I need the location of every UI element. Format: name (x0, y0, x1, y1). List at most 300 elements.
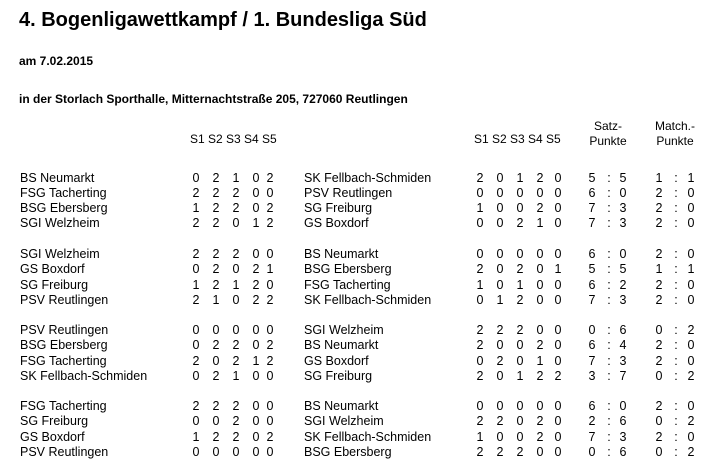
match-points-a: 1 (655, 171, 663, 185)
satz-separator: : (607, 201, 611, 215)
set-score-b: 0 (516, 186, 524, 200)
satz-points-b: 0 (619, 186, 627, 200)
team-a: FSG Tacherting (20, 399, 107, 413)
team-b: BS Neumarkt (304, 247, 379, 261)
match-points-b: 0 (687, 247, 695, 261)
match-separator: : (674, 323, 678, 337)
match-points-a: 2 (655, 186, 663, 200)
team-b: FSG Tacherting (304, 278, 391, 292)
set-score-b: 2 (516, 216, 524, 230)
set-score-a: 0 (252, 171, 260, 185)
set-score-b: 0 (554, 293, 562, 307)
match-header-line1: Match.- (654, 119, 695, 133)
match-separator: : (674, 171, 678, 185)
set-score-b: 1 (476, 430, 484, 444)
set-score-a: 2 (266, 171, 274, 185)
set-score-a: 0 (232, 293, 240, 307)
team-a: SGI Welzheim (20, 247, 100, 261)
match-points-a: 2 (655, 338, 663, 352)
satz-points-b: 3 (619, 430, 627, 444)
match-points-b: 0 (687, 338, 695, 352)
set-score-a: 2 (252, 262, 260, 276)
set-score-a: 0 (192, 445, 200, 459)
page-title: 4. Bogenligawettkampf / 1. Bundesliga Süd (19, 9, 427, 31)
set-score-a: 0 (252, 338, 260, 352)
match-row (0, 413, 718, 429)
set-score-a: 0 (266, 278, 274, 292)
set-score-a: 2 (192, 399, 200, 413)
team-b: SG Freiburg (304, 201, 373, 215)
set-score-b: 0 (536, 278, 544, 292)
satz-points-a: 6 (588, 338, 596, 352)
set-score-a: 0 (192, 323, 200, 337)
match-points-b: 1 (687, 171, 695, 185)
set-score-a: 2 (266, 430, 274, 444)
set-score-a: 1 (232, 369, 240, 383)
match-separator: : (674, 414, 678, 428)
satz-separator: : (607, 430, 611, 444)
satz-points-b: 6 (619, 414, 627, 428)
set-score-a: 0 (252, 369, 260, 383)
satz-points-b: 4 (619, 338, 627, 352)
match-separator: : (674, 354, 678, 368)
set-score-b: 0 (554, 247, 562, 261)
match-points-a: 0 (655, 414, 663, 428)
set-score-a: 2 (232, 399, 240, 413)
set-score-b: 0 (554, 399, 562, 413)
set-score-a: 0 (212, 323, 220, 337)
team-a: GS Boxdorf (20, 430, 85, 444)
team-b: SGI Welzheim (304, 414, 384, 428)
set-score-a: 0 (232, 216, 240, 230)
team-b: BSG Ebersberg (304, 262, 392, 276)
match-separator: : (674, 445, 678, 459)
satz-points-b: 6 (619, 445, 627, 459)
match-points-a: 2 (655, 293, 663, 307)
match-points-b: 0 (687, 430, 695, 444)
match-separator: : (674, 201, 678, 215)
satz-points-a: 3 (588, 369, 596, 383)
team-a: PSV Reutlingen (20, 323, 109, 337)
set-score-a: 2 (266, 293, 274, 307)
set-score-b: 0 (496, 338, 504, 352)
set-score-a: 0 (192, 171, 200, 185)
match-points-b: 0 (687, 354, 695, 368)
match-points-a: 2 (655, 354, 663, 368)
set-score-b: 0 (476, 186, 484, 200)
set-score-b: 0 (554, 216, 562, 230)
set-score-a: 0 (252, 414, 260, 428)
satz-separator: : (607, 247, 611, 261)
set-score-a: 0 (266, 247, 274, 261)
match-separator: : (674, 278, 678, 292)
set-score-b: 0 (496, 278, 504, 292)
set-score-b: 2 (476, 171, 484, 185)
set-score-a: 1 (252, 216, 260, 230)
match-points-a: 2 (655, 201, 663, 215)
set-score-a: 2 (212, 201, 220, 215)
set-score-a: 0 (252, 399, 260, 413)
match-row (0, 368, 718, 384)
set-score-a: 0 (266, 323, 274, 337)
set-score-a: 2 (232, 201, 240, 215)
satz-points-a: 6 (588, 399, 596, 413)
match-separator: : (674, 430, 678, 444)
set-score-b: 0 (516, 201, 524, 215)
satz-points-b: 6 (619, 323, 627, 337)
set-score-a: 2 (212, 430, 220, 444)
team-b: PSV Reutlingen (304, 186, 393, 200)
set-score-b: 0 (496, 399, 504, 413)
set-score-b: 0 (536, 247, 544, 261)
set-score-a: 0 (212, 354, 220, 368)
team-b: BS Neumarkt (304, 338, 379, 352)
match-row (0, 170, 718, 186)
set-score-a: 1 (266, 262, 274, 276)
team-a: FSG Tacherting (20, 354, 107, 368)
match-separator: : (674, 216, 678, 230)
satz-points-a: 6 (588, 186, 596, 200)
set-score-a: 0 (266, 369, 274, 383)
set-score-b: 0 (496, 262, 504, 276)
satz-separator: : (607, 323, 611, 337)
set-score-b: 0 (496, 369, 504, 383)
satz-separator: : (607, 171, 611, 185)
satz-points-a: 0 (588, 445, 596, 459)
match-points-b: 0 (687, 293, 695, 307)
set-score-a: 2 (232, 186, 240, 200)
set-score-b: 0 (554, 186, 562, 200)
match-separator: : (674, 247, 678, 261)
team-a: BSG Ebersberg (20, 338, 108, 352)
team-a: GS Boxdorf (20, 262, 85, 276)
team-b: GS Boxdorf (304, 216, 369, 230)
match-points-a: 0 (655, 323, 663, 337)
match-points-b: 2 (687, 414, 695, 428)
satz-separator: : (607, 338, 611, 352)
set-score-a: 2 (252, 293, 260, 307)
set-score-a: 0 (192, 414, 200, 428)
match-points-b: 0 (687, 399, 695, 413)
set-score-b: 1 (536, 354, 544, 368)
set-score-b: 1 (516, 369, 524, 383)
set-score-b: 1 (476, 278, 484, 292)
match-row (0, 353, 718, 369)
satz-points-a: 7 (588, 216, 596, 230)
set-score-b: 0 (554, 430, 562, 444)
set-score-b: 0 (536, 399, 544, 413)
set-score-a: 0 (232, 323, 240, 337)
match-points-b: 0 (687, 201, 695, 215)
set-score-a: 2 (212, 399, 220, 413)
set-score-b: 2 (476, 445, 484, 459)
set-score-b: 1 (516, 171, 524, 185)
set-score-a: 0 (232, 445, 240, 459)
satz-points-b: 0 (619, 399, 627, 413)
set-score-b: 0 (476, 354, 484, 368)
set-score-a: 2 (212, 338, 220, 352)
set-score-b: 0 (496, 216, 504, 230)
set-score-b: 2 (476, 414, 484, 428)
team-b: SK Fellbach-Schmiden (304, 293, 432, 307)
match-points-b: 0 (687, 186, 695, 200)
team-a: PSV Reutlingen (20, 293, 109, 307)
set-score-b: 2 (476, 369, 484, 383)
set-score-b: 0 (516, 247, 524, 261)
set-score-b: 0 (516, 414, 524, 428)
set-score-b: 2 (516, 445, 524, 459)
set-score-a: 1 (232, 171, 240, 185)
set-score-a: 2 (212, 186, 220, 200)
set-score-b: 0 (476, 216, 484, 230)
set-score-b: 1 (496, 293, 504, 307)
set-score-b: 2 (516, 262, 524, 276)
team-a: SK Fellbach-Schmiden (20, 369, 148, 383)
set-score-a: 0 (212, 414, 220, 428)
set-score-a: 0 (252, 186, 260, 200)
venue-line: in der Storlach Sporthalle, Mitternachtstraße 205, 727060 Reutlingen (19, 92, 408, 106)
set-score-a: 2 (212, 278, 220, 292)
team-a: PSV Reutlingen (20, 445, 109, 459)
team-b: GS Boxdorf (304, 354, 369, 368)
set-score-b: 0 (516, 338, 524, 352)
set-score-b: 0 (496, 186, 504, 200)
set-score-b: 2 (536, 430, 544, 444)
set-score-a: 1 (192, 201, 200, 215)
match-points-a: 0 (655, 445, 663, 459)
set-score-a: 0 (252, 445, 260, 459)
set-score-a: 2 (212, 171, 220, 185)
match-points-a: 2 (655, 399, 663, 413)
satz-separator: : (607, 369, 611, 383)
date-line: am 7.02.2015 (19, 54, 94, 68)
match-points-a: 2 (655, 216, 663, 230)
match-row (0, 185, 718, 201)
satz-points-a: 0 (588, 323, 596, 337)
match-row (0, 261, 718, 277)
set-score-b: 1 (554, 262, 562, 276)
set-score-a: 0 (192, 369, 200, 383)
match-separator: : (674, 293, 678, 307)
set-score-b: 2 (516, 293, 524, 307)
set-score-b: 2 (536, 369, 544, 383)
satz-points-b: 2 (619, 278, 627, 292)
set-score-a: 1 (192, 278, 200, 292)
set-score-b: 0 (536, 262, 544, 276)
satz-separator: : (607, 445, 611, 459)
set-score-a: 2 (212, 262, 220, 276)
satz-separator: : (607, 262, 611, 276)
team-a: BSG Ebersberg (20, 201, 108, 215)
set-score-b: 2 (536, 338, 544, 352)
set-score-b: 2 (536, 201, 544, 215)
set-score-a: 0 (252, 201, 260, 215)
set-score-a: 2 (232, 354, 240, 368)
satz-points-a: 6 (588, 247, 596, 261)
team-b: SGI Welzheim (304, 323, 384, 337)
set-score-b: 0 (516, 354, 524, 368)
set-score-b: 2 (536, 414, 544, 428)
satz-points-b: 3 (619, 293, 627, 307)
match-row (0, 292, 718, 308)
set-score-a: 2 (192, 293, 200, 307)
team-b: SK Fellbach-Schmiden (304, 430, 432, 444)
set-score-a: 2 (266, 338, 274, 352)
set-score-b: 0 (496, 247, 504, 261)
set-score-a: 2 (192, 186, 200, 200)
satz-header-line2: Punkte (589, 134, 627, 148)
team-b: BSG Ebersberg (304, 445, 392, 459)
satz-points-a: 5 (588, 262, 596, 276)
set-score-b: 2 (516, 323, 524, 337)
set-score-a: 0 (212, 445, 220, 459)
set-score-a: 1 (212, 293, 220, 307)
match-points-a: 2 (655, 430, 663, 444)
set-score-b: 1 (536, 216, 544, 230)
satz-points-b: 7 (619, 369, 627, 383)
set-score-b: 2 (536, 171, 544, 185)
satz-separator: : (607, 216, 611, 230)
set-score-a: 2 (266, 216, 274, 230)
satz-separator: : (607, 414, 611, 428)
match-points-b: 2 (687, 445, 695, 459)
team-b: BS Neumarkt (304, 399, 379, 413)
set-score-b: 0 (496, 201, 504, 215)
set-score-a: 2 (232, 430, 240, 444)
set-score-b: 2 (496, 323, 504, 337)
set-score-a: 2 (252, 278, 260, 292)
match-points-a: 0 (655, 369, 663, 383)
match-row (0, 246, 718, 262)
satz-points-b: 3 (619, 216, 627, 230)
set-score-a: 0 (266, 445, 274, 459)
satz-points-a: 5 (588, 171, 596, 185)
set-score-a: 2 (212, 369, 220, 383)
match-row (0, 429, 718, 445)
set-score-b: 2 (496, 445, 504, 459)
set-score-b: 0 (554, 201, 562, 215)
set-score-b: 2 (554, 369, 562, 383)
set-score-b: 2 (496, 354, 504, 368)
set-score-b: 0 (476, 399, 484, 413)
satz-points-b: 5 (619, 262, 627, 276)
match-separator: : (674, 186, 678, 200)
set-score-a: 1 (232, 278, 240, 292)
sets-header-left: S1 S2 S3 S4 S5 (190, 132, 277, 146)
satz-separator: : (607, 399, 611, 413)
satz-points-a: 7 (588, 201, 596, 215)
team-a: SG Freiburg (20, 414, 89, 428)
match-separator: : (674, 399, 678, 413)
match-separator: : (674, 262, 678, 276)
set-score-b: 0 (476, 247, 484, 261)
satz-punkte-header (583, 119, 633, 149)
satz-points-a: 2 (588, 414, 596, 428)
set-score-b: 0 (554, 171, 562, 185)
set-score-a: 0 (232, 262, 240, 276)
satz-points-a: 7 (588, 354, 596, 368)
set-score-a: 0 (192, 262, 200, 276)
set-score-a: 2 (232, 338, 240, 352)
set-score-b: 0 (554, 414, 562, 428)
set-score-b: 0 (554, 278, 562, 292)
set-score-b: 0 (536, 186, 544, 200)
set-score-a: 0 (192, 338, 200, 352)
satz-points-a: 7 (588, 430, 596, 444)
set-score-b: 0 (554, 445, 562, 459)
set-score-b: 0 (516, 399, 524, 413)
set-score-a: 0 (252, 323, 260, 337)
set-score-a: 2 (192, 216, 200, 230)
set-score-b: 2 (476, 338, 484, 352)
match-separator: : (674, 369, 678, 383)
match-row (0, 277, 718, 293)
team-a: BS Neumarkt (20, 171, 95, 185)
set-score-a: 1 (252, 354, 260, 368)
set-score-b: 0 (476, 293, 484, 307)
set-score-b: 0 (496, 430, 504, 444)
set-score-b: 1 (476, 201, 484, 215)
set-score-a: 2 (232, 247, 240, 261)
set-score-b: 0 (536, 293, 544, 307)
team-b: SG Freiburg (304, 369, 373, 383)
set-score-b: 0 (554, 323, 562, 337)
match-points-b: 2 (687, 323, 695, 337)
set-score-b: 0 (554, 338, 562, 352)
set-score-a: 2 (266, 201, 274, 215)
match-points-b: 1 (687, 262, 695, 276)
set-score-b: 2 (476, 323, 484, 337)
set-score-a: 1 (192, 430, 200, 444)
satz-points-b: 3 (619, 354, 627, 368)
set-score-a: 0 (266, 186, 274, 200)
match-points-a: 1 (655, 262, 663, 276)
match-row (0, 215, 718, 231)
set-score-b: 0 (554, 354, 562, 368)
set-score-a: 0 (266, 399, 274, 413)
satz-separator: : (607, 354, 611, 368)
satz-separator: : (607, 186, 611, 200)
match-points-a: 2 (655, 247, 663, 261)
set-score-b: 0 (496, 171, 504, 185)
set-score-a: 2 (232, 414, 240, 428)
match-points-b: 0 (687, 278, 695, 292)
set-score-a: 0 (266, 414, 274, 428)
set-score-a: 2 (192, 354, 200, 368)
match-row (0, 322, 718, 338)
match-points-b: 0 (687, 216, 695, 230)
satz-points-a: 7 (588, 293, 596, 307)
satz-points-b: 3 (619, 201, 627, 215)
set-score-b: 0 (516, 430, 524, 444)
set-score-a: 2 (212, 247, 220, 261)
satz-separator: : (607, 278, 611, 292)
set-score-b: 0 (536, 445, 544, 459)
set-score-a: 0 (252, 430, 260, 444)
match-punkte-header (650, 119, 700, 149)
match-row (0, 444, 718, 460)
match-points-a: 2 (655, 278, 663, 292)
satz-points-b: 5 (619, 171, 627, 185)
match-header-line2: Punkte (656, 134, 694, 148)
match-points-b: 2 (687, 369, 695, 383)
satz-points-a: 6 (588, 278, 596, 292)
team-a: SG Freiburg (20, 278, 89, 292)
set-score-a: 2 (212, 216, 220, 230)
team-b: SK Fellbach-Schmiden (304, 171, 432, 185)
match-row (0, 398, 718, 414)
set-score-a: 2 (192, 247, 200, 261)
